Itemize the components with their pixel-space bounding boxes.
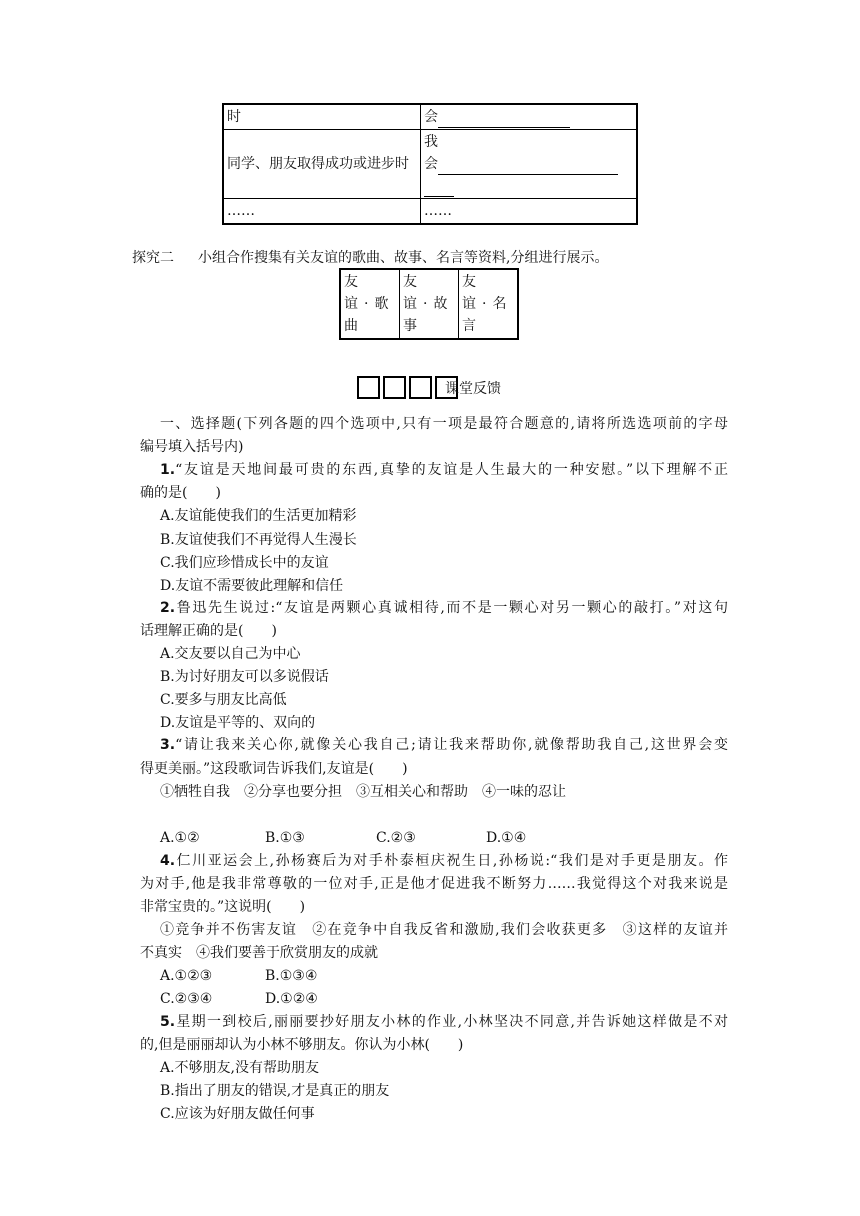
- decor-box: [383, 376, 406, 399]
- table-cell: ……: [421, 199, 638, 225]
- q5-stem-line-1: 5.星期一到校后,丽丽要抄好朋友小林的作业,小林坚决不同意,并告诉她这样做是不对: [160, 1014, 728, 1030]
- table-cell: [421, 104, 638, 130]
- cell-text: 会: [424, 109, 438, 125]
- q1-stem-line-1: 1.“友谊是天地间最可贵的东西,真挚的友谊是人生最大的一种安慰。”以下理解不正: [160, 462, 728, 478]
- table-cell-songs: 友 谊·歌 曲: [340, 269, 400, 339]
- q4-option-a[interactable]: A.①②③: [160, 968, 213, 984]
- feelings-table: [222, 103, 638, 225]
- q2-option-a[interactable]: A.交友要以自己为中心: [160, 646, 301, 662]
- q4-stem-line-3: 非常宝贵的。”这说明( ): [140, 899, 306, 915]
- q3-option-d[interactable]: D.①④: [486, 830, 527, 846]
- table-cell: ……: [223, 199, 421, 225]
- q4-option-c[interactable]: C.②③④: [160, 991, 213, 1007]
- q1-stem-line-2: 确的是( ): [140, 485, 221, 501]
- q4-statements-line-1: ①竞争并不伤害友谊 ②在竞争中自我反省和激励,我们会收获更多 ③这样的友谊并: [160, 922, 728, 938]
- q4-option-d[interactable]: D.①②④: [265, 991, 318, 1007]
- q3-option-a[interactable]: A.①②: [160, 830, 200, 846]
- cell-text: 我: [424, 134, 438, 150]
- q2-stem-line-1: 2.鲁迅先生说过:“友谊是两颗心真诚相待,而不是一颗心对另一颗心的敲打。”对这句: [160, 600, 728, 616]
- section-title: 课堂反馈: [445, 381, 501, 397]
- instructions-line-1: 一、选择题(下列各题的四个选项中,只有一项是最符合题意的,请将所选选项前的字母: [160, 416, 728, 432]
- q2-stem-line-2: 话理解正确的是( ): [140, 623, 277, 639]
- inquiry-label: 探究二: [132, 250, 174, 266]
- q5-stem-line-2: 的,但是丽丽却认为小林不够朋友。你认为小林( ): [140, 1037, 464, 1053]
- q2-option-c[interactable]: C.要多与朋友比高低: [160, 692, 287, 708]
- inquiry-2: [132, 247, 608, 267]
- q3-stem-line-1: 3.“请让我来关心你,就像关心我自己;请让我来帮助你,就像帮助我自己,这世界会变: [160, 737, 728, 753]
- decor-box: [409, 376, 432, 399]
- table-cell-quotes: 友 谊·名 言: [459, 269, 519, 339]
- q5-option-c[interactable]: C.应该为好朋友做任何事: [160, 1106, 315, 1122]
- table-row: [340, 269, 518, 339]
- instructions-line-2: 编号填入括号内): [140, 439, 244, 455]
- answer-blank[interactable]: [438, 111, 570, 128]
- table-cell: 时: [223, 104, 421, 130]
- inquiry-text: 小组合作搜集有关友谊的歌曲、故事、名言等资料,分组进行展示。: [198, 250, 609, 266]
- q3-option-b[interactable]: B.①③: [265, 830, 305, 846]
- q4-stem-line-1: 4.仁川亚运会上,孙杨赛后为对手朴泰桓庆祝生日,孙杨说:“我们是对手更是朋友。作: [160, 853, 728, 869]
- q1-option-b[interactable]: B.友谊使我们不再觉得人生漫长: [160, 532, 357, 548]
- q4-option-b[interactable]: B.①③④: [265, 968, 318, 984]
- q3-statements: ①牺牲自我 ②分享也要分担 ③互相关心和帮助 ④一味的忍让: [160, 784, 566, 800]
- q2-option-d[interactable]: D.友谊是平等的、双向的: [160, 715, 316, 731]
- table-cell: [421, 130, 638, 199]
- table-cell: 同学、朋友取得成功或进步时: [223, 130, 421, 199]
- q4-statements-line-2: 不真实 ④我们要善于欣赏朋友的成就: [140, 945, 378, 961]
- answer-blank[interactable]: [424, 180, 454, 197]
- table-row: [223, 104, 637, 130]
- table-row: [223, 199, 637, 225]
- answer-blank[interactable]: [438, 158, 618, 175]
- q1-option-d[interactable]: D.友谊不需要彼此理解和信任: [160, 578, 344, 594]
- q5-option-b[interactable]: B.指出了朋友的错误,才是真正的朋友: [160, 1083, 390, 1099]
- q1-option-a[interactable]: A.友谊能使我们的生活更加精彩: [160, 508, 357, 524]
- q1-option-c[interactable]: C.我们应珍惜成长中的友谊: [160, 555, 329, 571]
- q5-option-a[interactable]: A.不够朋友,没有帮助朋友: [160, 1060, 320, 1076]
- q2-option-b[interactable]: B.为讨好朋友可以多说假话: [160, 669, 329, 685]
- q3-stem-line-2: 得更美丽。”这段歌词告诉我们,友谊是( ): [140, 761, 408, 777]
- cell-text: 会: [424, 156, 438, 172]
- friendship-topics-table: [339, 268, 519, 340]
- table-row: [223, 130, 637, 199]
- table-cell-stories: 友 谊·故 事: [400, 269, 459, 339]
- q4-stem-line-2: 为对手,他是我非常尊敬的一位对手,正是他才促进我不断努力……我觉得这个对我来说是: [140, 876, 728, 892]
- q3-option-c[interactable]: C.②③: [376, 830, 416, 846]
- decor-box: [357, 376, 380, 399]
